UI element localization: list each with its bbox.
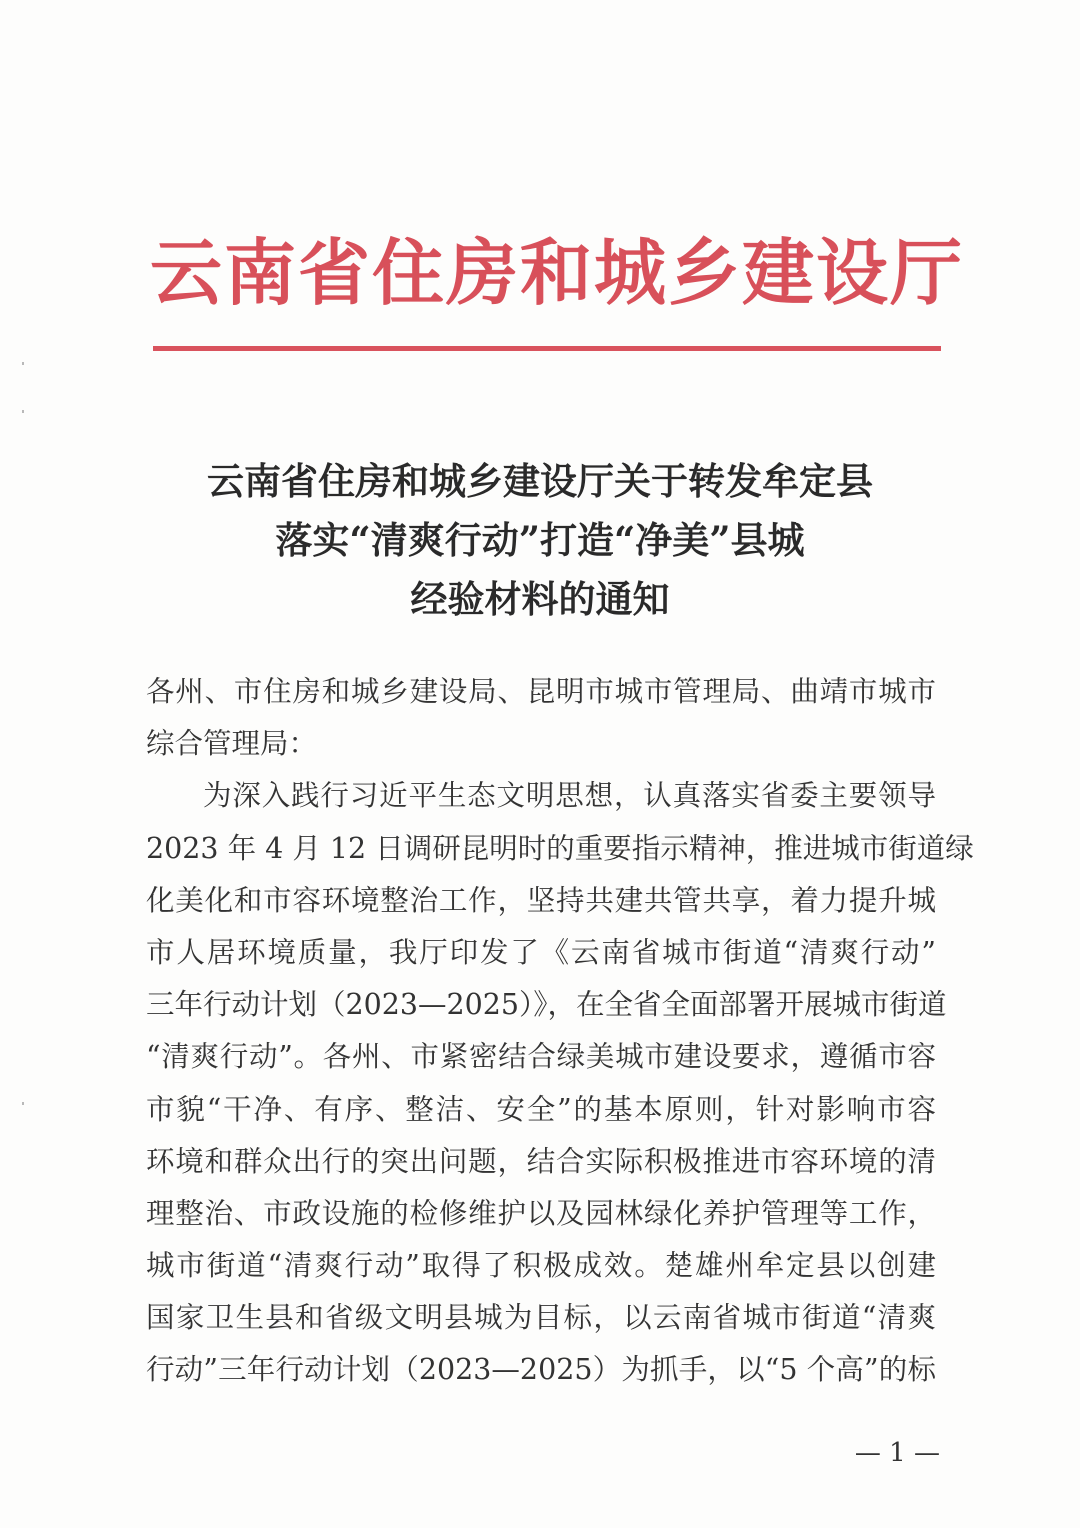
- page-number: — 1 —: [854, 1438, 940, 1468]
- body-text-line: 为深入践行习近平生态文明思想，认真落实省委主要领导: [203, 779, 936, 813]
- scan-speck: [22, 362, 24, 365]
- document-title-line: 经验材料的通知: [410, 577, 670, 621]
- body-text-line: 环境和群众出行的突出问题，结合实际积极推进市容环境的清: [146, 1144, 936, 1178]
- body-text-line: 化美化和市容环境整治工作，坚持共建共管共享，着力提升城: [146, 883, 936, 917]
- body-text-line: “清爽行动”。各州、市紧密结合绿美城市建设要求，遵循市容: [146, 1040, 936, 1074]
- salutation-line: 综合管理局：: [146, 727, 318, 761]
- scan-speck: [22, 410, 24, 413]
- body-text-line: 市貌“干净、有序、整洁、安全”的基本原则，针对影响市容: [146, 1092, 936, 1126]
- letterhead-red-rule: [153, 346, 941, 351]
- body-text-line: 国家卫生县和省级文明县城为目标，以云南省城市街道“清爽: [146, 1301, 936, 1335]
- document-title-line: 云南省住房和城乡建设厅关于转发牟定县: [207, 459, 873, 503]
- scan-speck: [22, 1102, 24, 1105]
- document-title-line: 落实“清爽行动”打造“净美”县城: [275, 518, 805, 562]
- salutation-line: 各州、市住房和城乡建设局、昆明市城市管理局、曲靖市城市: [146, 675, 936, 708]
- document-body: [146, 666, 974, 1397]
- body-text-line: 理整治、市政设施的检修维护以及园林绿化养护管理等工作，: [146, 1196, 936, 1230]
- body-text-line: 行动”三年行动计划（2023—2025）为抓手，以“5 个高”的标: [146, 1353, 936, 1387]
- agency-letterhead: 云南省住房和城乡建设厅: [150, 230, 965, 315]
- body-text-line: 市人居环境质量，我厅印发了《云南省城市街道“清爽行动”: [146, 935, 936, 969]
- document-title: [120, 452, 960, 629]
- body-text-line: 2023 年 4 月 12 日调研昆明时的重要指示精神，推进城市街道绿: [146, 831, 974, 865]
- body-text-line: 城市街道“清爽行动”取得了积极成效。楚雄州牟定县以创建: [146, 1249, 936, 1283]
- body-text-line: 三年行动计划（2023—2025）》，在全省全面部署开展城市街道: [146, 988, 947, 1022]
